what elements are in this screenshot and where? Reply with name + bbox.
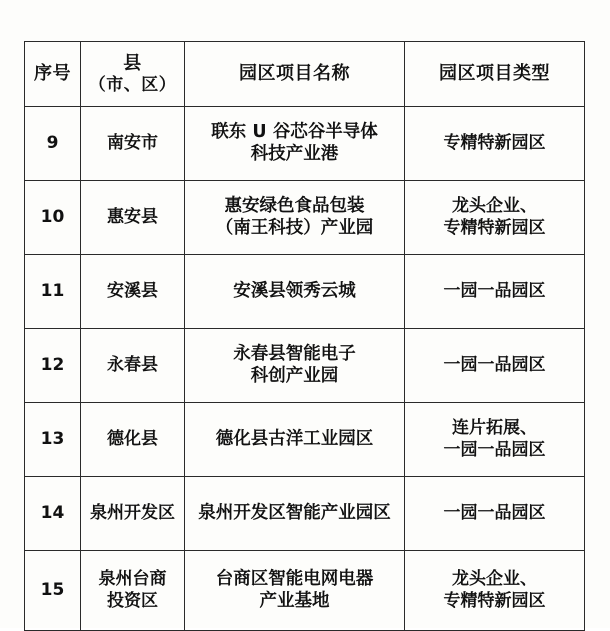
cell-type-line: 一园一品园区 xyxy=(443,439,546,460)
table-row xyxy=(25,329,585,403)
header-cell-area xyxy=(81,42,185,107)
cell-name-line: （南王科技）产业园 xyxy=(215,217,374,238)
table-row xyxy=(25,403,585,477)
cell-name xyxy=(185,329,405,403)
header-no-text: 序号 xyxy=(34,62,71,84)
cell-area-line: 投资区 xyxy=(107,590,158,611)
cell-no: 13 xyxy=(25,403,81,477)
table-row xyxy=(25,255,585,329)
cell-type-line: 龙头企业、 xyxy=(452,196,537,217)
cell-no: 9 xyxy=(25,107,81,181)
cell-type-line: 连片拓展、 xyxy=(452,418,537,439)
cell-area xyxy=(81,551,185,631)
cell-name-line: 德化县古洋工业园区 xyxy=(215,428,374,449)
table-row xyxy=(25,181,585,255)
cell-name xyxy=(185,477,405,551)
cell-no: 11 xyxy=(25,255,81,329)
header-row xyxy=(25,42,585,107)
cell-name-line: 联东 U 谷芯谷半导体 xyxy=(211,121,378,142)
cell-no: 15 xyxy=(25,551,81,631)
park-projects-table xyxy=(24,41,585,631)
cell-area xyxy=(81,403,185,477)
header-area-line1: 县 xyxy=(123,53,142,74)
header-area-line2: （市、区） xyxy=(88,74,177,95)
cell-area xyxy=(81,107,185,181)
cell-name xyxy=(185,255,405,329)
table-header xyxy=(25,42,585,107)
cell-area xyxy=(81,329,185,403)
table-row xyxy=(25,477,585,551)
cell-area-line: 泉州开发区 xyxy=(90,502,175,523)
cell-name-line: 科技产业港 xyxy=(250,143,339,164)
cell-area xyxy=(81,477,185,551)
cell-name xyxy=(185,181,405,255)
header-cell-name xyxy=(185,42,405,107)
cell-type xyxy=(405,107,585,181)
cell-type-line: 专精特新园区 xyxy=(443,590,546,611)
header-cell-no xyxy=(25,42,81,107)
cell-name-line: 产业基地 xyxy=(259,590,330,611)
cell-name-line: 科创产业园 xyxy=(250,365,339,386)
cell-type-line: 一园一品园区 xyxy=(443,280,546,301)
cell-area-line: 惠安县 xyxy=(107,206,158,227)
table-row xyxy=(25,551,585,631)
cell-type-line: 龙头企业、 xyxy=(452,569,537,590)
cell-name xyxy=(185,551,405,631)
cell-name-line: 惠安绿色食品包装 xyxy=(224,195,365,216)
cell-area-line: 南安市 xyxy=(107,132,158,153)
cell-area xyxy=(81,255,185,329)
cell-area xyxy=(81,181,185,255)
cell-name-line: 永春县智能电子 xyxy=(233,343,356,364)
cell-name-line: 台商区智能电网电器 xyxy=(215,568,374,589)
cell-name-line: 泉州开发区智能产业园区 xyxy=(198,502,391,523)
cell-type-line: 一园一品园区 xyxy=(443,354,546,375)
cell-no: 10 xyxy=(25,181,81,255)
cell-type-line: 专精特新园区 xyxy=(443,217,546,238)
cell-type-line: 专精特新园区 xyxy=(443,132,546,153)
cell-type xyxy=(405,551,585,631)
header-name-text: 园区项目名称 xyxy=(239,62,350,84)
cell-name xyxy=(185,107,405,181)
cell-type xyxy=(405,181,585,255)
cell-name-line: 安溪县领秀云城 xyxy=(233,280,356,301)
header-type-text: 园区项目类型 xyxy=(439,62,550,84)
cell-type xyxy=(405,255,585,329)
cell-type-line: 一园一品园区 xyxy=(443,502,546,523)
table-body xyxy=(25,107,585,631)
cell-area-line: 德化县 xyxy=(107,428,158,449)
cell-name xyxy=(185,403,405,477)
cell-type xyxy=(405,329,585,403)
cell-no: 12 xyxy=(25,329,81,403)
header-cell-type xyxy=(405,42,585,107)
cell-area-line: 永春县 xyxy=(107,354,158,375)
table-row xyxy=(25,107,585,181)
cell-type xyxy=(405,477,585,551)
cell-type xyxy=(405,403,585,477)
cell-area-line: 安溪县 xyxy=(107,280,158,301)
cell-area-line: 泉州台商 xyxy=(98,569,167,590)
cell-no: 14 xyxy=(25,477,81,551)
